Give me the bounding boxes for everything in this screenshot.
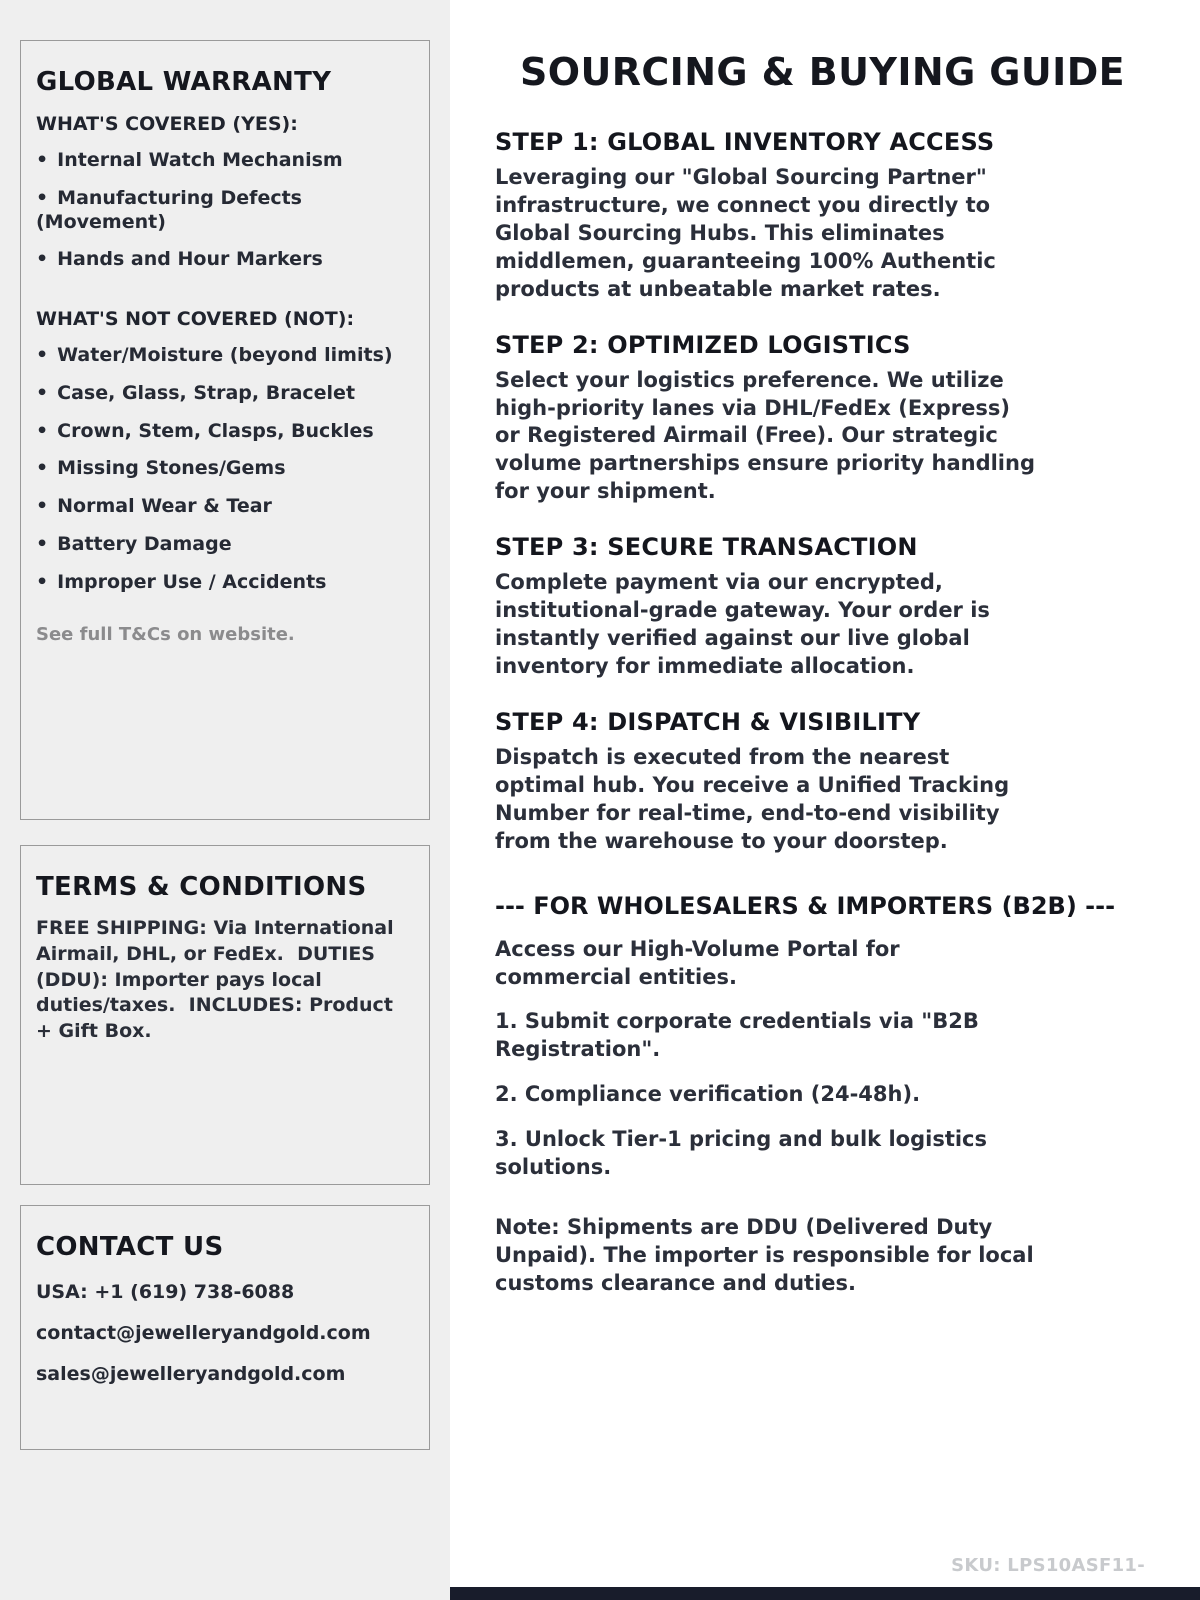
contact-title: CONTACT US — [36, 1232, 224, 1262]
sidebar — [0, 0, 450, 1600]
terms-body: FREE SHIPPING: Via International Airmail, DHL, or FedEx. DUTIES (DDU): Importer pays local duties/taxes. INCLUDES: Product + Gift Box. — [36, 917, 401, 1043]
b2b-item: 1. Submit corporate credentials via "B2B Registration". — [495, 1009, 979, 1062]
step-4-body: Dispatch is executed from the nearest optimal hub. You receive a Unified Tracking Number for real-time, end-to-end visibility from the warehouse to your doorstep. — [495, 744, 1010, 853]
footer-bar — [450, 1587, 1200, 1600]
covered-title: WHAT'S COVERED (YES): — [36, 113, 298, 135]
step-1-heading: STEP 1: GLOBAL INVENTORY ACCESS — [495, 128, 995, 156]
step-1-body: Leveraging our "Global Sourcing Partner" infrastructure, we connect you directly to Global Sourcing Hubs. This eliminates middlemen, guaranteeing 100% Authentic products at unbeatable market rates. — [495, 165, 996, 301]
b2b-item: 2. Compliance verification (24-48h). — [495, 1082, 921, 1107]
not-covered-item: • Missing Stones/Gems — [36, 457, 414, 481]
step-4 — [495, 708, 1150, 856]
covered-item: • Internal Watch Mechanism — [36, 149, 414, 173]
contact-email-primary: contact@jewelleryandgold.com — [36, 1322, 371, 1344]
covered-item: • Hands and Hour Markers — [36, 248, 414, 272]
b2b-section — [495, 892, 1150, 1298]
step-2-body: Select your logistics preference. We utilize high-priority lanes via DHL/FedEx (Express) or Registered Airmail (Free). Our strategic volume partnerships ensure priority handling for your shipment. — [495, 367, 1035, 504]
main-content — [450, 0, 1200, 1600]
not-covered-item: • Case, Glass, Strap, Bracelet — [36, 382, 414, 406]
step-2 — [495, 331, 1150, 507]
page-title: SOURCING & BUYING GUIDE — [520, 50, 1125, 94]
not-covered-item: • Normal Wear & Tear — [36, 495, 414, 519]
sku-label: SKU: LPS10ASF11- — [951, 1555, 1145, 1576]
b2b-intro: Access our High-Volume Portal for commercial entities. — [495, 936, 900, 989]
not-covered-list — [36, 344, 414, 594]
covered-list — [36, 149, 414, 272]
step-3-body: Complete payment via our encrypted, institutional-grade gateway. Your order is instantly verified against our live global inventory for immediate allocation. — [495, 570, 990, 678]
contact-box — [20, 1205, 430, 1450]
terms-title: TERMS & CONDITIONS — [36, 872, 367, 902]
warranty-box — [20, 40, 430, 820]
contact-phone: USA: +1 (619) 738-6088 — [36, 1281, 295, 1303]
covered-item: • Manufacturing Defects (Movement) — [36, 187, 414, 235]
terms-box — [20, 845, 430, 1185]
warranty-footnote: See full T&Cs on website. — [36, 624, 295, 646]
not-covered-title: WHAT'S NOT COVERED (NOT): — [36, 308, 355, 330]
step-3 — [495, 533, 1150, 681]
step-2-heading: STEP 2: OPTIMIZED LOGISTICS — [495, 330, 911, 359]
step-4-heading: STEP 4: DISPATCH & VISIBILITY — [495, 707, 921, 736]
not-covered-item: • Battery Damage — [36, 533, 414, 557]
b2b-item: 3. Unlock Tier-1 pricing and bulk logistics solutions. — [495, 1127, 988, 1180]
warranty-title: GLOBAL WARRANTY — [36, 67, 332, 97]
b2b-heading: --- FOR WHOLESALERS & IMPORTERS (B2B) --- — [495, 891, 1116, 920]
not-covered-item: • Crown, Stem, Clasps, Buckles — [36, 420, 414, 444]
step-1 — [495, 128, 1150, 304]
not-covered-item: • Improper Use / Accidents — [36, 571, 414, 595]
step-3-heading: STEP 3: SECURE TRANSACTION — [495, 533, 918, 562]
b2b-note: Note: Shipments are DDU (Delivered Duty Unpaid). The importer is responsible for local customs clearance and duties. — [495, 1215, 1034, 1295]
not-covered-item: • Water/Moisture (beyond limits) — [36, 344, 414, 368]
contact-email-sales: sales@jewelleryandgold.com — [36, 1363, 346, 1385]
